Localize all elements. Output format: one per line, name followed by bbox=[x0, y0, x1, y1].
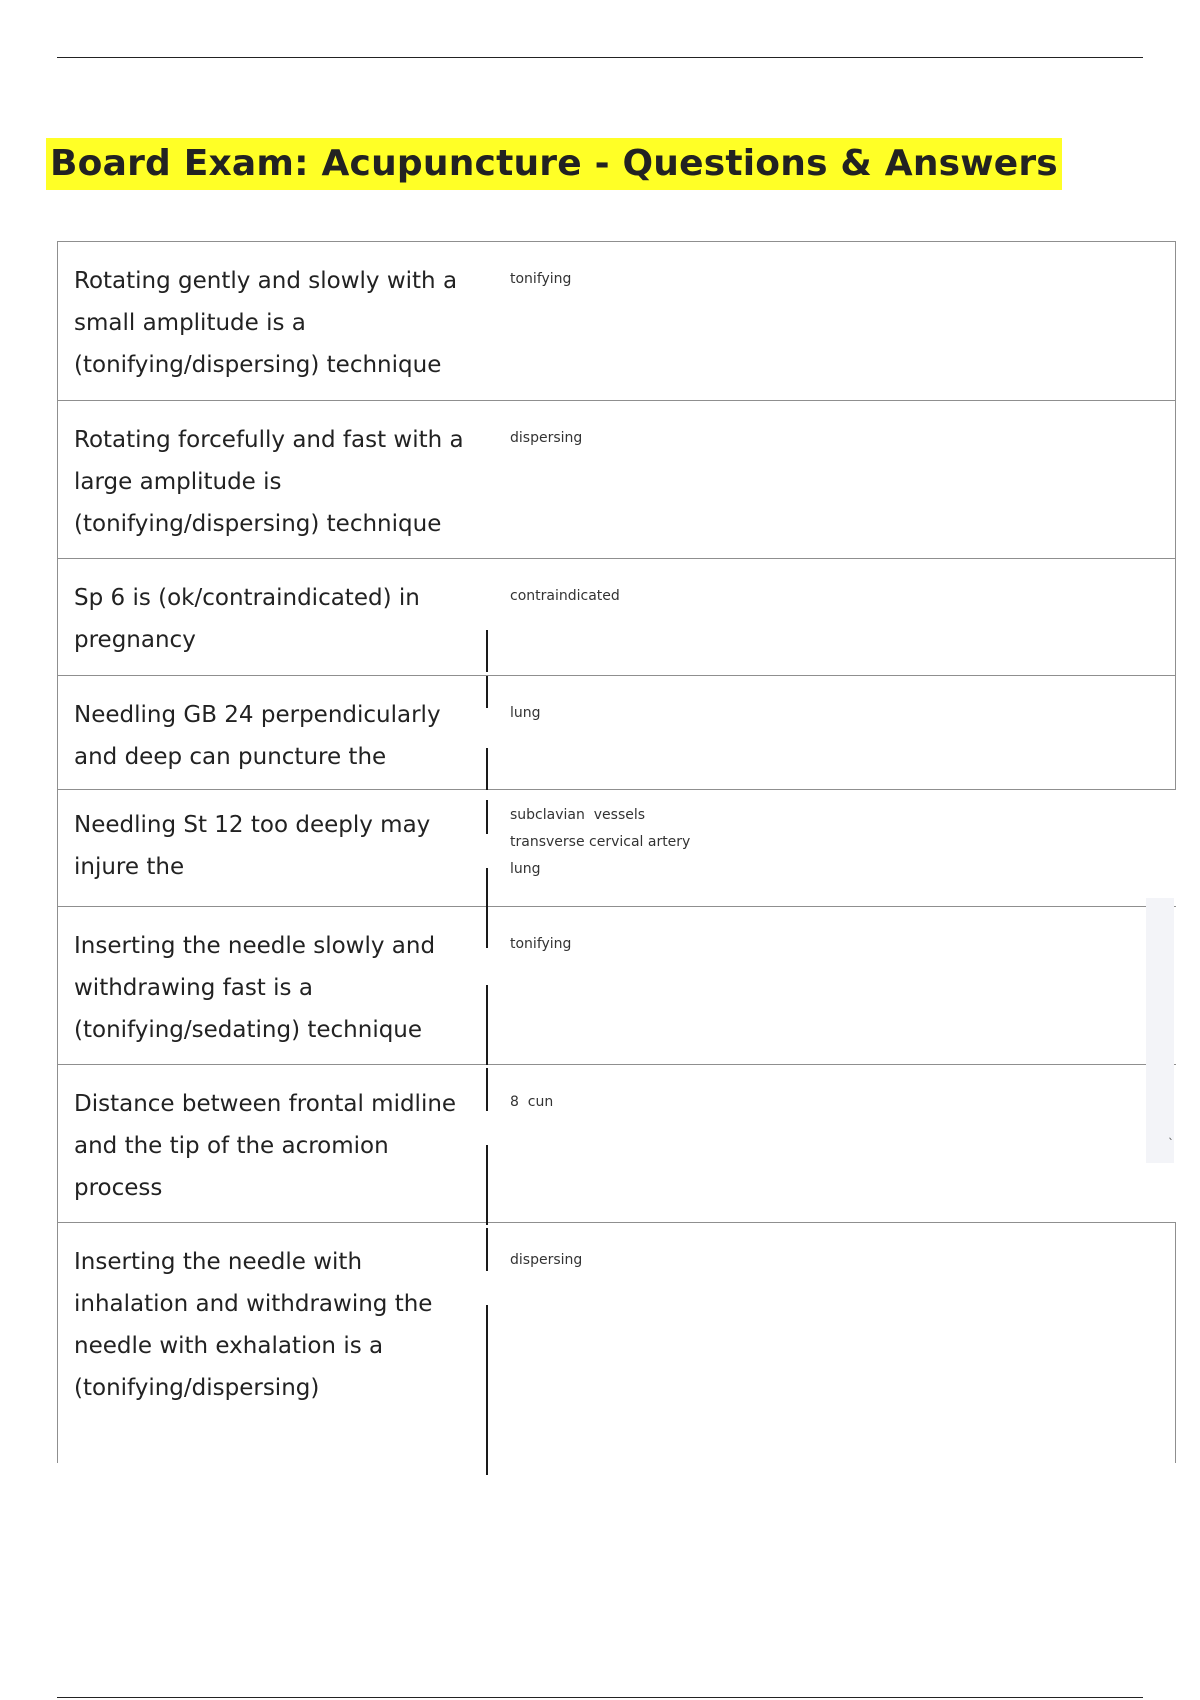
question-text: Distance between frontal midline and the tip of the acromion process bbox=[74, 1091, 457, 1201]
qa-row bbox=[57, 400, 1176, 558]
qa-row bbox=[57, 675, 1176, 790]
answer-text bbox=[490, 676, 1175, 789]
question-text: Inserting the needle slowly and withdrawing fast is a (tonifying/sedating) technique bbox=[74, 933, 436, 1043]
answer-line: 8 cun bbox=[510, 1094, 554, 1110]
answer-line: subclavian vessels bbox=[510, 807, 646, 823]
answer-text bbox=[490, 907, 1176, 1064]
answer-text bbox=[490, 401, 1175, 558]
answer-line: dispersing bbox=[510, 1252, 583, 1268]
answer-line: tonifying bbox=[510, 936, 572, 952]
answer-line: dispersing bbox=[510, 430, 583, 446]
qa-row bbox=[57, 241, 1176, 400]
column-divider bbox=[486, 1228, 488, 1271]
answer-text bbox=[490, 559, 1175, 675]
column-divider bbox=[486, 630, 488, 672]
column-divider bbox=[486, 868, 488, 908]
answer-line: transverse cervical artery bbox=[510, 834, 691, 850]
question-text: Needling St 12 too deeply may injure the bbox=[74, 812, 431, 880]
column-divider bbox=[486, 985, 488, 1065]
qa-table bbox=[57, 241, 1176, 1463]
column-divider bbox=[486, 905, 488, 948]
column-divider bbox=[486, 748, 488, 790]
qa-row bbox=[57, 906, 1176, 1064]
column-divider bbox=[486, 1305, 488, 1475]
qa-row bbox=[57, 558, 1176, 675]
document-title: Board Exam: Acupuncture - Questions & Answers bbox=[46, 138, 1062, 190]
answer-text bbox=[490, 1065, 1176, 1222]
answer-text bbox=[490, 790, 1176, 906]
column-divider bbox=[486, 1145, 488, 1225]
answer-line: tonifying bbox=[510, 271, 572, 287]
column-divider bbox=[486, 676, 488, 708]
question-text: Rotating gently and slowly with a small amplitude is a (tonifying/dispersing) technique bbox=[74, 268, 458, 378]
footer-rule bbox=[57, 1697, 1143, 1698]
question-text: Rotating forcefully and fast with a large amplitude is (tonifying/dispersing) technique bbox=[74, 427, 464, 537]
question-text: Inserting the needle with inhalation and withdrawing the needle with exhalation is a (tonifying/dispersing) bbox=[74, 1249, 433, 1401]
scroll-shadow bbox=[1146, 898, 1174, 1163]
question-text: Needling GB 24 perpendicularly and deep can puncture the bbox=[74, 702, 441, 770]
question-text: Sp 6 is (ok/contraindicated) in pregnancy bbox=[74, 585, 420, 653]
qa-row bbox=[57, 790, 1176, 906]
answer-line: lung bbox=[510, 861, 541, 877]
header-rule bbox=[57, 57, 1143, 58]
column-divider bbox=[486, 800, 488, 834]
cursor-mark-icon: ˎ bbox=[1168, 1126, 1174, 1140]
answer-line: contraindicated bbox=[510, 588, 620, 604]
qa-row bbox=[57, 1064, 1176, 1222]
column-divider bbox=[486, 1068, 488, 1111]
answer-text bbox=[490, 1223, 1175, 1463]
qa-row bbox=[57, 1222, 1176, 1463]
answer-text bbox=[490, 242, 1175, 400]
answer-line: lung bbox=[510, 705, 541, 721]
